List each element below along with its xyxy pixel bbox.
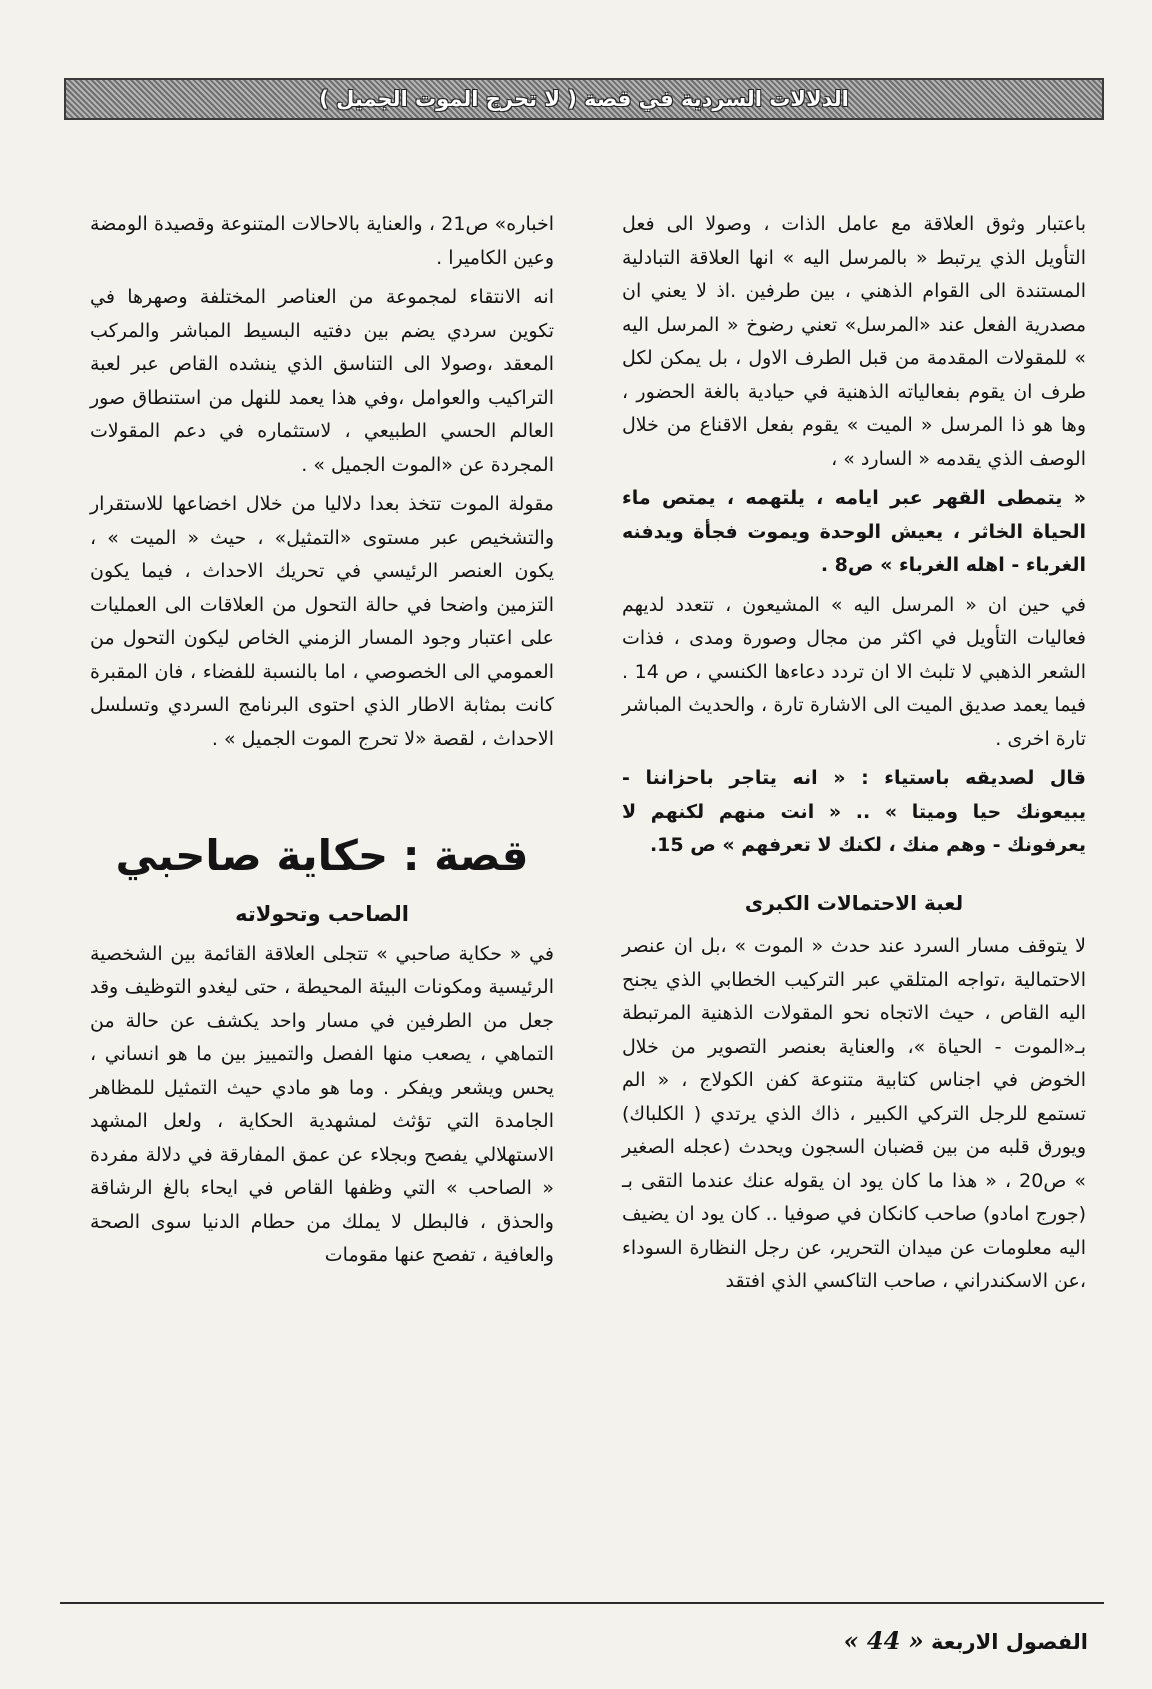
left-column: [90, 208, 554, 1279]
quote-paragraph: قال لصديقه باستياء : « انه يتاجر باحزاننا - يبيعونك حيا وميتا » .. « انت منهم لكنهم لا يعرفونك - وهم منك ، لكنك لا تعرفهم » ص 15.: [622, 767, 1086, 856]
paragraph: انه الانتقاء لمجموعة من العناصر المختلفة وصهرها في تكوين سردي يضم بين دفتيه البسيط المباشر والمركب المعقد ،وصولا الى التناسق الذي ينشده القاص عبر لعبة التراكيب والعوامل ،وفي هذا يعمد للنهل من استنطاق صور العالم الحسي الطبيعي ، لاستثماره في دعم المقولات المجردة عن «الموت الجميل » .: [90, 286, 554, 476]
paragraph: في « حكاية صاحبي » تتجلى العلاقة القائمة بين الشخصية الرئيسية ومكونات البيئة المحيطة ، حتى ليغدو التوظيف وقد جعل من الطرفين في مسار واحد يكشف عن حالة من التماهي ، يصعب منها الفصل والتمييز بين ما هو انساني ، يحس ويشعر ويفكر . وما هو مادي حيث التمثيل للمظاهر الجامدة التي تؤثث لمشهدية الحكاية ، ولعل المشهد الاستهلالي يفصح وبجلاء عن عمق المفارقة في دلالة مفردة « الصاحب » التي وظفها القاص في ايحاء بالغ الرشاقة والحذق ، فالبطل لا يملك من حطام الدنيا سوى الصحة والعافية ، تفصح عنها مقومات: [90, 942, 554, 1266]
paragraph: لا يتوقف مسار السرد عند حدث « الموت » ،بل ان عنصر الاحتمالية ،تواجه المتلقي عبر التركيب الخطابي الذي يجنح اليه القاص ، حيث الاتجاه نحو المقولات الذهنية المرتبطة بـ«الموت - الحياة »، والعناية بعنصر التصوير من خلال الخوض في اجناس كتابية متنوعة كفن الكولاج ، « الم تستمع للرجل التركي الكبير ، ذاك الذي يرتدي ( الكلباك) ويورق قلبه من بين قضبان السجون ويحدث (عجله الصغير » ص20 ، « هذا ما كان يود ان يقوله عنك عندما التقى بـ (جورج امادو) صاحب كانكان في صوفيا .. كان يود ان يضيف اليه معلومات عن ميدان التحرير، عن رجل النظارة السوداء ،عن الاسكندراني ، صاحب التاكسي الذي افتقد: [622, 935, 1086, 1292]
paragraph: مقولة الموت تتخذ بعدا دلاليا من خلال اخضاعها للاستقرار والتشخيص عبر مستوى «التمثيل» ، حيث « الميت » ، يكون العنصر الرئيسي في تحريك الاحداث ، فيما يكون التزمين واضحا في حالة التحول من العلاقات الى العمليات على اعتبار وجود المسار الزمني الخاص ليكون التحول من العمومي الى الخصوصي ، اما بالنسبة للفضاء ، فان المقبرة كانت بمثابة الاطار الذي احتوى البرنامج السردي وتسلسل الاحداث ، لقصة «لا تحرج الموت الجميل » .: [90, 493, 554, 750]
right-column: [622, 208, 1086, 1305]
story-title: قصة : حكاية صاحبي: [115, 831, 529, 880]
footer-divider: [60, 1602, 1104, 1604]
quote-paragraph: « يتمطى القهر عبر ايامه ، يلتهمه ، يمتص ماء الحياة الخاثر ، يعيش الوحدة ويموت فجأة ويدفنه الغرباء - اهله الغرباء » ص8 .: [622, 487, 1086, 576]
paragraph: في حين ان « المرسل اليه » المشيعون ، تتعدد لديهم فعاليات التأويل في اكثر من مجال وصورة ومدى ، فذات الشعر الذهبي لا تلبث الا ان تردد دعاءها الكنسي ، ص 14 . فيما يعمد صديق الميت الى الاشارة تارة ، والحديث المباشر تارة اخرى .: [622, 593, 1086, 750]
paragraph: اخباره» ص21 ، والعناية بالاحالات المتنوعة وقصيدة الومضة وعين الكاميرا .: [90, 213, 554, 269]
magazine-name: الفصول الاربعة: [931, 1630, 1088, 1654]
page-number: « 44 »: [843, 1626, 924, 1655]
page-footer: [844, 1626, 1088, 1655]
sub-heading: الصاحب وتحولاته: [235, 902, 409, 926]
running-header-title: الدلالات السردية في قصة ( لا تحرج الموت الجميل ): [319, 87, 849, 111]
running-header-bar: [64, 78, 1104, 120]
section-heading: لعبة الاحتمالات الكبرى: [744, 890, 964, 915]
paragraph: باعتبار وثوق العلاقة مع عامل الذات ، وصولا الى فعل التأويل الذي يرتبط « بالمرسل اليه » انها العلاقة التبادلية المستندة الى القوام الذهني ، بين طرفين .اذ لا يعني ان مصدرية الفعل عند «المرسل» تعني رضوخ « المرسل اليه » للمقولات المقدمة من قبل الطرف الاول ، بل يمكن لكل طرف ان يقوم بفعالياته الذهنية في حيادية بالغة الحضور ، وها هو ذا المرسل « الميت » يقوم بفعل الاقناع من خلال الوصف الذي يقدمه « السارد » ،: [622, 213, 1086, 470]
